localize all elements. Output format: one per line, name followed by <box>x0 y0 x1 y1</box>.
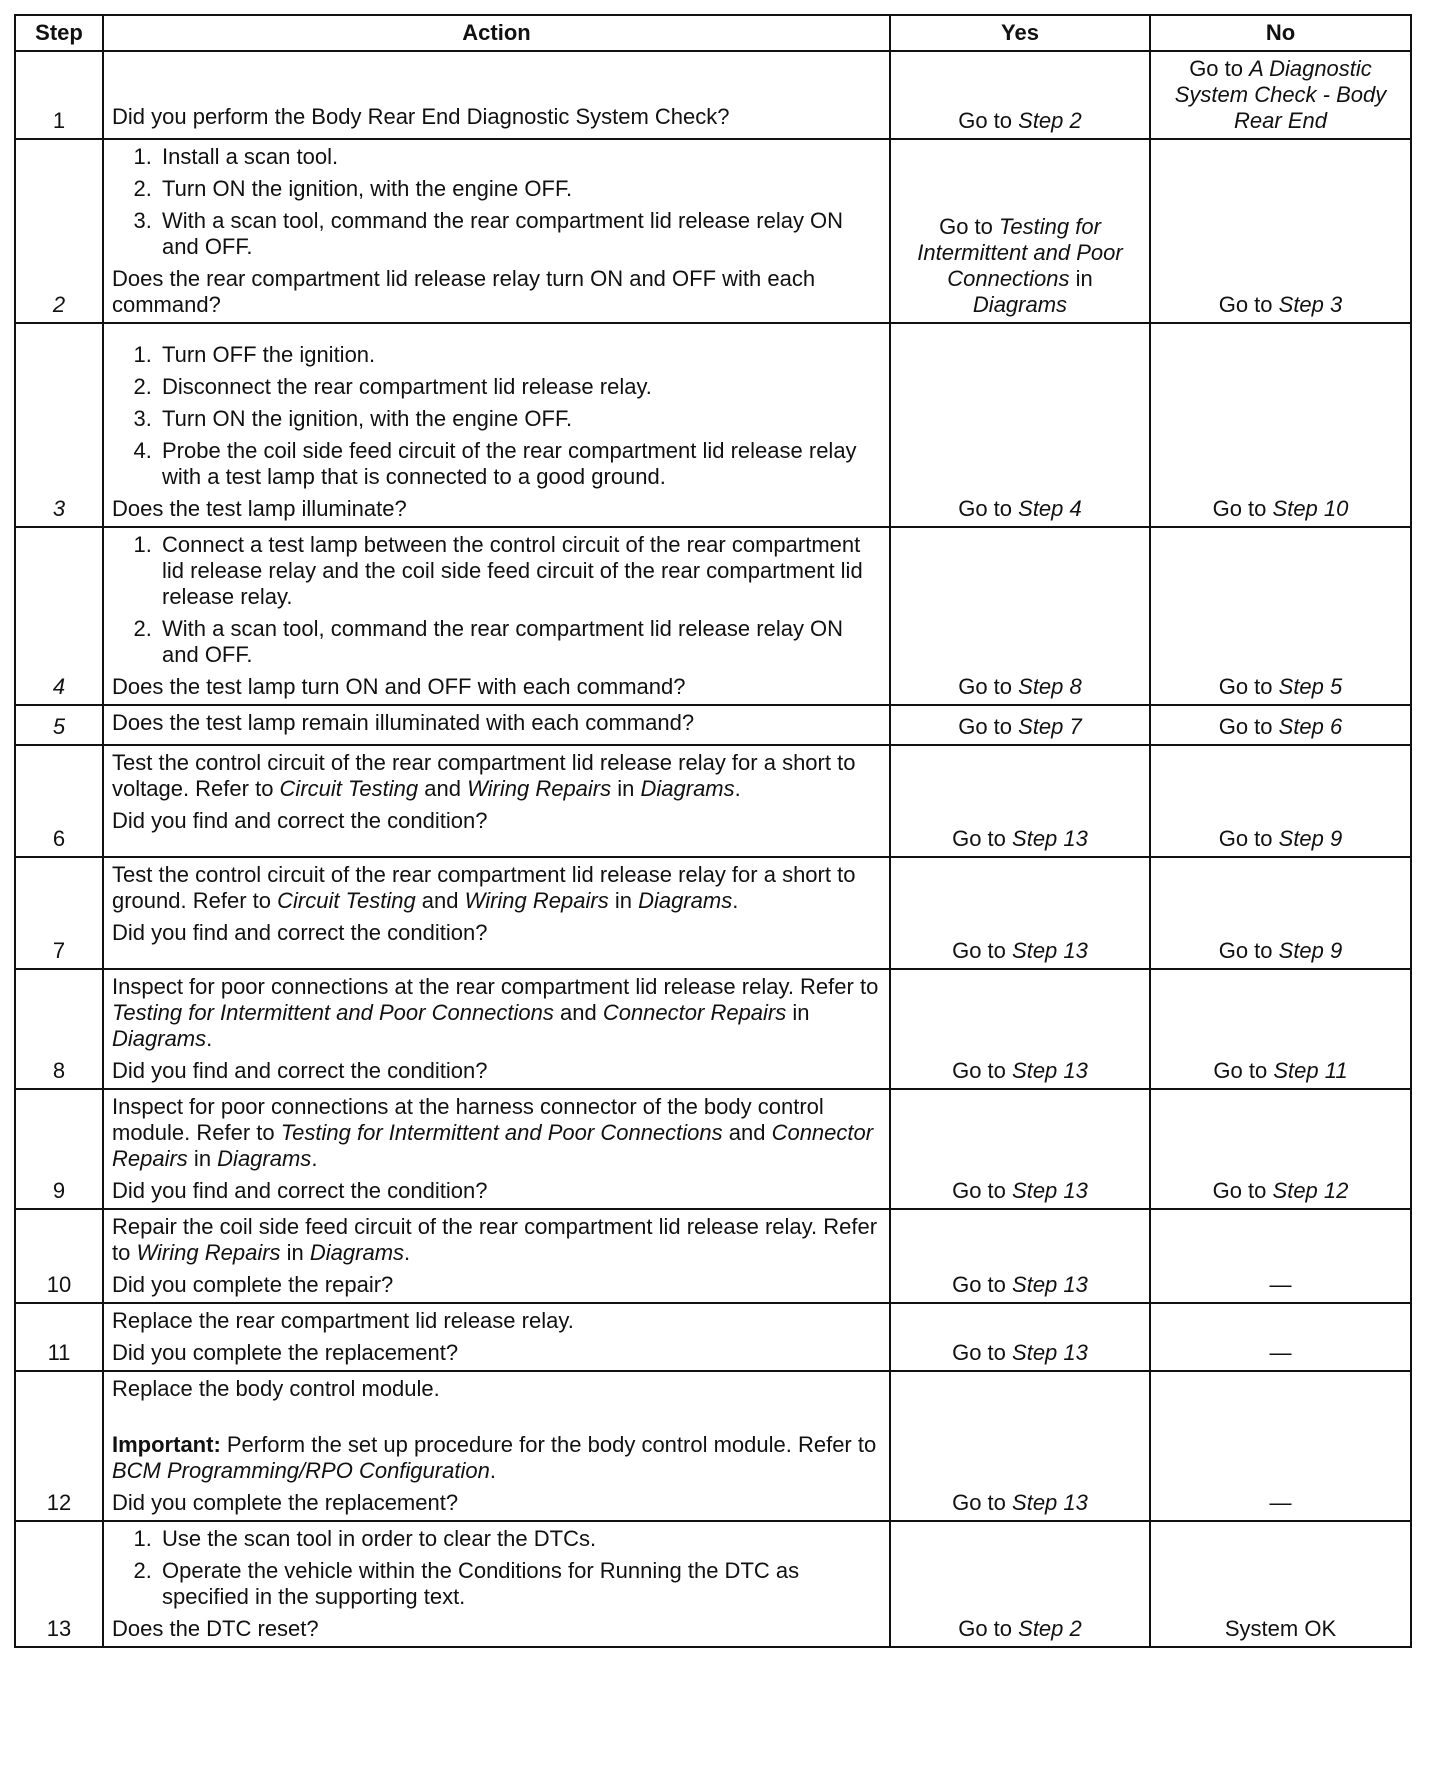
action-text-part: . <box>732 888 739 913</box>
table-row <box>15 1521 1411 1647</box>
step-number: 10 <box>15 1209 103 1303</box>
step-ref-number: 13 <box>1063 826 1088 851</box>
action-text-part: Replace the body control module. <box>112 1376 440 1401</box>
go-to-text: Go to <box>958 108 1013 133</box>
yes-cell <box>890 1209 1150 1303</box>
go-to-text: Go to <box>958 714 1013 739</box>
no-text-part: Go to <box>1189 56 1250 81</box>
yes-text-part: Diagrams <box>972 292 1068 317</box>
go-to-text: Go to <box>952 1490 1006 1515</box>
yes-cell <box>890 527 1150 705</box>
step-ref-word: Step <box>1272 496 1318 521</box>
no-cell <box>1150 527 1411 705</box>
action-text-part: in <box>786 1000 810 1025</box>
step-ref-number: 8 <box>1069 674 1082 699</box>
go-to-text: Go to <box>1218 292 1273 317</box>
no-cell <box>1150 1303 1411 1371</box>
action-cell <box>103 323 890 527</box>
table-row <box>15 857 1411 969</box>
go-to-text: Go to <box>952 826 1006 851</box>
no-cell <box>1150 1209 1411 1303</box>
important-text-part: . <box>489 1458 496 1483</box>
step-ref-number: 6 <box>1330 714 1343 739</box>
action-text-part: Inspect for poor connections at the harness connector of the body control module. Refer to <box>112 1094 824 1145</box>
step-ref-number: 13 <box>1063 938 1088 963</box>
go-to-text: Go to <box>958 496 1013 521</box>
step-ref-word: Step <box>1012 1058 1058 1083</box>
table-row <box>15 969 1411 1089</box>
action-text-part: in <box>187 1146 218 1171</box>
go-to-text: Go to <box>952 938 1006 963</box>
action-text-part: Diagrams <box>640 776 735 801</box>
action-text-part: in <box>280 1240 310 1265</box>
table-row <box>15 51 1411 139</box>
step-ref-number: 13 <box>1063 1058 1088 1083</box>
step-ref-word: Step <box>1273 1058 1319 1083</box>
no-cell <box>1150 51 1411 139</box>
action-steps-list <box>112 532 881 668</box>
step-number: 7 <box>15 857 103 969</box>
step-ref-word: Step <box>1278 674 1324 699</box>
action-paragraph <box>112 1308 881 1334</box>
step-number: 12 <box>15 1371 103 1521</box>
action-cell <box>103 745 890 857</box>
action-text-part: Test the control circuit of the rear compartment lid release relay for a short to voltage. Refer to <box>112 750 856 801</box>
table-row <box>15 705 1411 745</box>
action-text-part: Connector Repairs <box>112 1120 874 1171</box>
step-number: 6 <box>15 745 103 857</box>
action-text-part: and <box>415 888 465 913</box>
no-cell <box>1150 323 1411 527</box>
step-ref-number: 13 <box>1063 1490 1088 1515</box>
table-row <box>15 323 1411 527</box>
step-number: 3 <box>15 323 103 527</box>
action-step-item: 2. Turn ON the ignition, with the engine OFF. <box>158 176 881 202</box>
action-cell <box>103 1089 890 1209</box>
go-to-text: Go to <box>958 1616 1013 1641</box>
action-text-part: Diagrams <box>112 1026 207 1051</box>
no-text-part: A Diagnostic System Check - Body Rear End <box>1174 56 1387 133</box>
header-step: Step <box>15 15 103 51</box>
go-to-text: Go to <box>1212 496 1267 521</box>
go-to-text: Go to <box>1218 826 1273 851</box>
yes-cell <box>890 857 1150 969</box>
action-cell <box>103 1521 890 1647</box>
action-text-part: Inspect for poor connections at the rear compartment lid release relay. Refer to <box>112 974 879 999</box>
yes-cell <box>890 1371 1150 1521</box>
action-text-part: . <box>206 1026 213 1051</box>
step-ref-word: Step <box>1278 826 1324 851</box>
table-row <box>15 139 1411 323</box>
action-steps-list <box>112 144 881 260</box>
table-header-row <box>15 15 1411 51</box>
step-number: 5 <box>15 705 103 745</box>
no-cell <box>1150 1089 1411 1209</box>
step-ref-word: Step <box>1278 292 1324 317</box>
step-ref-word: Step <box>1018 714 1064 739</box>
action-paragraph <box>112 974 881 1052</box>
action-paragraph <box>112 1094 881 1172</box>
table-row <box>15 527 1411 705</box>
action-text-part: Replace the rear compartment lid release relay. <box>112 1308 574 1333</box>
action-text-part: . <box>734 776 741 801</box>
table-row <box>15 1089 1411 1209</box>
action-question: Does the test lamp illuminate? <box>112 496 407 521</box>
action-text-part: and <box>418 776 468 801</box>
yes-cell <box>890 323 1150 527</box>
action-question: Does the test lamp turn ON and OFF with each command? <box>112 674 686 699</box>
important-text-part: Perform the set up procedure for the body control module. Refer to <box>220 1432 877 1457</box>
no-cell <box>1150 745 1411 857</box>
step-ref-word: Step <box>1012 1490 1058 1515</box>
action-steps-list <box>112 342 881 490</box>
yes-cell <box>890 139 1150 323</box>
step-ref-word: Step <box>1278 714 1324 739</box>
action-question: Did you find and correct the condition? <box>112 1178 488 1203</box>
step-ref-number: 3 <box>1330 292 1343 317</box>
go-to-text: Go to <box>1212 1178 1267 1203</box>
action-cell <box>103 857 890 969</box>
table-row <box>15 1371 1411 1521</box>
go-to-text: Go to <box>952 1178 1006 1203</box>
action-text-part: Connector Repairs <box>602 1000 787 1025</box>
action-text-part: Wiring Repairs <box>464 888 609 913</box>
action-paragraph <box>112 862 881 914</box>
action-question: Does the DTC reset? <box>112 1616 319 1641</box>
no-text: — <box>1269 1272 1292 1297</box>
yes-cell <box>890 1303 1150 1371</box>
step-ref-number: 2 <box>1069 1616 1082 1641</box>
action-text-part: in <box>608 888 639 913</box>
step-ref-word: Step <box>1278 938 1324 963</box>
step-number: 9 <box>15 1089 103 1209</box>
step-ref-number: 7 <box>1069 714 1082 739</box>
action-text-part: Circuit Testing <box>279 776 419 801</box>
action-text-part: Diagrams <box>217 1146 312 1171</box>
action-step-item: 3. Turn ON the ignition, with the engine OFF. <box>158 406 881 432</box>
action-paragraph <box>112 1376 881 1402</box>
header-action: Action <box>103 15 890 51</box>
step-ref-number: 4 <box>1069 496 1082 521</box>
step-ref-word: Step <box>1012 1340 1058 1365</box>
step-ref-number: 12 <box>1323 1178 1349 1203</box>
action-question: Did you find and correct the condition? <box>112 920 488 945</box>
no-cell <box>1150 857 1411 969</box>
step-ref-word: Step <box>1018 496 1064 521</box>
table-row <box>15 745 1411 857</box>
action-question: Did you find and correct the condition? <box>112 1058 488 1083</box>
step-ref-number: 9 <box>1330 938 1343 963</box>
no-cell <box>1150 969 1411 1089</box>
action-step-item: 4. Probe the coil side feed circuit of the rear compartment lid release relay with a test lamp that is connected to a good ground. <box>158 438 881 490</box>
go-to-text: Go to <box>1218 714 1273 739</box>
go-to-text: Go to <box>952 1340 1006 1365</box>
action-steps-list <box>112 1526 881 1610</box>
action-cell <box>103 1209 890 1303</box>
step-number: 4 <box>15 527 103 705</box>
important-note <box>112 1432 881 1484</box>
action-text-part: Testing for Intermittent and Poor Connections <box>112 1000 554 1025</box>
action-step-item: 3. With a scan tool, command the rear compartment lid release relay ON and OFF. <box>158 208 881 260</box>
step-number: 8 <box>15 969 103 1089</box>
action-step-item: 2. Operate the vehicle within the Conditions for Running the DTC as specified in the supporting text. <box>158 1558 881 1610</box>
action-paragraph <box>112 750 881 802</box>
action-text-part: Test the control circuit of the rear compartment lid release relay for a short to ground. Refer to <box>112 862 856 913</box>
action-text-part: Does the test lamp remain illuminated with each command? <box>112 710 695 735</box>
yes-cell <box>890 51 1150 139</box>
action-cell <box>103 969 890 1089</box>
no-text: — <box>1269 1340 1292 1365</box>
action-text-part: and <box>722 1120 772 1145</box>
action-question: Does the rear compartment lid release relay turn ON and OFF with each command? <box>112 266 816 317</box>
go-to-text: Go to <box>1213 1058 1268 1083</box>
step-ref-word: Step <box>1018 674 1064 699</box>
header-yes: Yes <box>890 15 1150 51</box>
action-step-item: 1. Connect a test lamp between the control circuit of the rear compartment lid release relay and the coil side feed circuit of the rear compartment lid release relay. <box>158 532 881 610</box>
step-ref-number: 5 <box>1330 674 1343 699</box>
step-ref-number: 2 <box>1069 108 1082 133</box>
action-step-item: 2. Disconnect the rear compartment lid release relay. <box>158 374 881 400</box>
action-cell <box>103 1303 890 1371</box>
important-label: Important: <box>112 1432 221 1457</box>
yes-cell <box>890 1089 1150 1209</box>
action-cell <box>103 527 890 705</box>
action-cell <box>103 1371 890 1521</box>
go-to-text: Go to <box>958 674 1013 699</box>
action-text-part: in <box>611 776 641 801</box>
action-text-part: and <box>553 1000 603 1025</box>
step-ref-number: 13 <box>1063 1178 1088 1203</box>
no-text: — <box>1269 1490 1292 1515</box>
action-text-part: Diagrams <box>638 888 733 913</box>
yes-cell <box>890 969 1150 1089</box>
action-text-part: . <box>404 1240 411 1265</box>
yes-text-part: Go to <box>939 214 999 239</box>
go-to-text: Go to <box>1218 674 1273 699</box>
action-step-item: 1. Use the scan tool in order to clear the DTCs. <box>158 1526 881 1552</box>
action-step-item: 1. Turn OFF the ignition. <box>158 342 881 368</box>
yes-text-part: in <box>1069 266 1093 291</box>
step-number: 13 <box>15 1521 103 1647</box>
action-cell <box>103 139 890 323</box>
table-row <box>15 1209 1411 1303</box>
yes-cell <box>890 705 1150 745</box>
action-text-part: Did you perform the Body Rear End Diagnostic System Check? <box>112 104 730 129</box>
step-ref-word: Step <box>1012 938 1058 963</box>
yes-cell <box>890 745 1150 857</box>
action-text-part: Diagrams <box>309 1240 405 1265</box>
step-number: 2 <box>15 139 103 323</box>
action-question: Did you complete the replacement? <box>112 1340 459 1365</box>
action-question: Did you complete the replacement? <box>112 1490 459 1515</box>
action-question: Did you find and correct the condition? <box>112 808 488 833</box>
table-row <box>15 1303 1411 1371</box>
step-ref-word: Step <box>1018 108 1064 133</box>
no-cell <box>1150 1371 1411 1521</box>
action-text-part: . <box>311 1146 318 1171</box>
action-step-item: 1. Install a scan tool. <box>158 144 881 170</box>
go-to-text: Go to <box>952 1058 1006 1083</box>
no-cell <box>1150 705 1411 745</box>
action-text-part: Repair the coil side feed circuit of the rear compartment lid release relay. Refer to <box>112 1214 878 1265</box>
yes-cell <box>890 1521 1150 1647</box>
diagnostic-table <box>14 14 1412 1648</box>
action-paragraph <box>112 710 881 736</box>
action-text-part: Wiring Repairs <box>136 1240 281 1265</box>
step-ref-word: Step <box>1018 1616 1064 1641</box>
step-ref-number: 9 <box>1330 826 1343 851</box>
action-text-part: Wiring Repairs <box>467 776 612 801</box>
action-step-item: 2. With a scan tool, command the rear compartment lid release relay ON and OFF. <box>158 616 881 668</box>
yes-text-part: Testing for Intermittent and Poor Connections <box>917 214 1123 291</box>
header-no: No <box>1150 15 1411 51</box>
action-paragraph <box>112 1214 881 1266</box>
action-cell <box>103 51 890 139</box>
action-text-part: Circuit Testing <box>277 888 416 913</box>
action-question: Did you complete the repair? <box>112 1272 394 1297</box>
go-to-text: Go to <box>1218 938 1273 963</box>
step-number: 11 <box>15 1303 103 1371</box>
step-ref-number: 10 <box>1323 496 1349 521</box>
action-text-part: Testing for Intermittent and Poor Connections <box>280 1120 723 1145</box>
no-cell <box>1150 1521 1411 1647</box>
no-text: System OK <box>1224 1616 1337 1641</box>
step-ref-word: Step <box>1012 1178 1058 1203</box>
step-ref-number: 13 <box>1063 1340 1088 1365</box>
step-number: 1 <box>15 51 103 139</box>
go-to-text: Go to <box>952 1272 1006 1297</box>
action-cell <box>103 705 890 745</box>
important-text-part: BCM Programming/RPO Configuration <box>112 1458 490 1483</box>
step-ref-number: 11 <box>1324 1058 1348 1083</box>
step-ref-word: Step <box>1012 1272 1058 1297</box>
step-ref-word: Step <box>1272 1178 1318 1203</box>
step-ref-number: 13 <box>1063 1272 1088 1297</box>
step-ref-word: Step <box>1012 826 1058 851</box>
action-paragraph <box>112 104 881 130</box>
no-cell <box>1150 139 1411 323</box>
